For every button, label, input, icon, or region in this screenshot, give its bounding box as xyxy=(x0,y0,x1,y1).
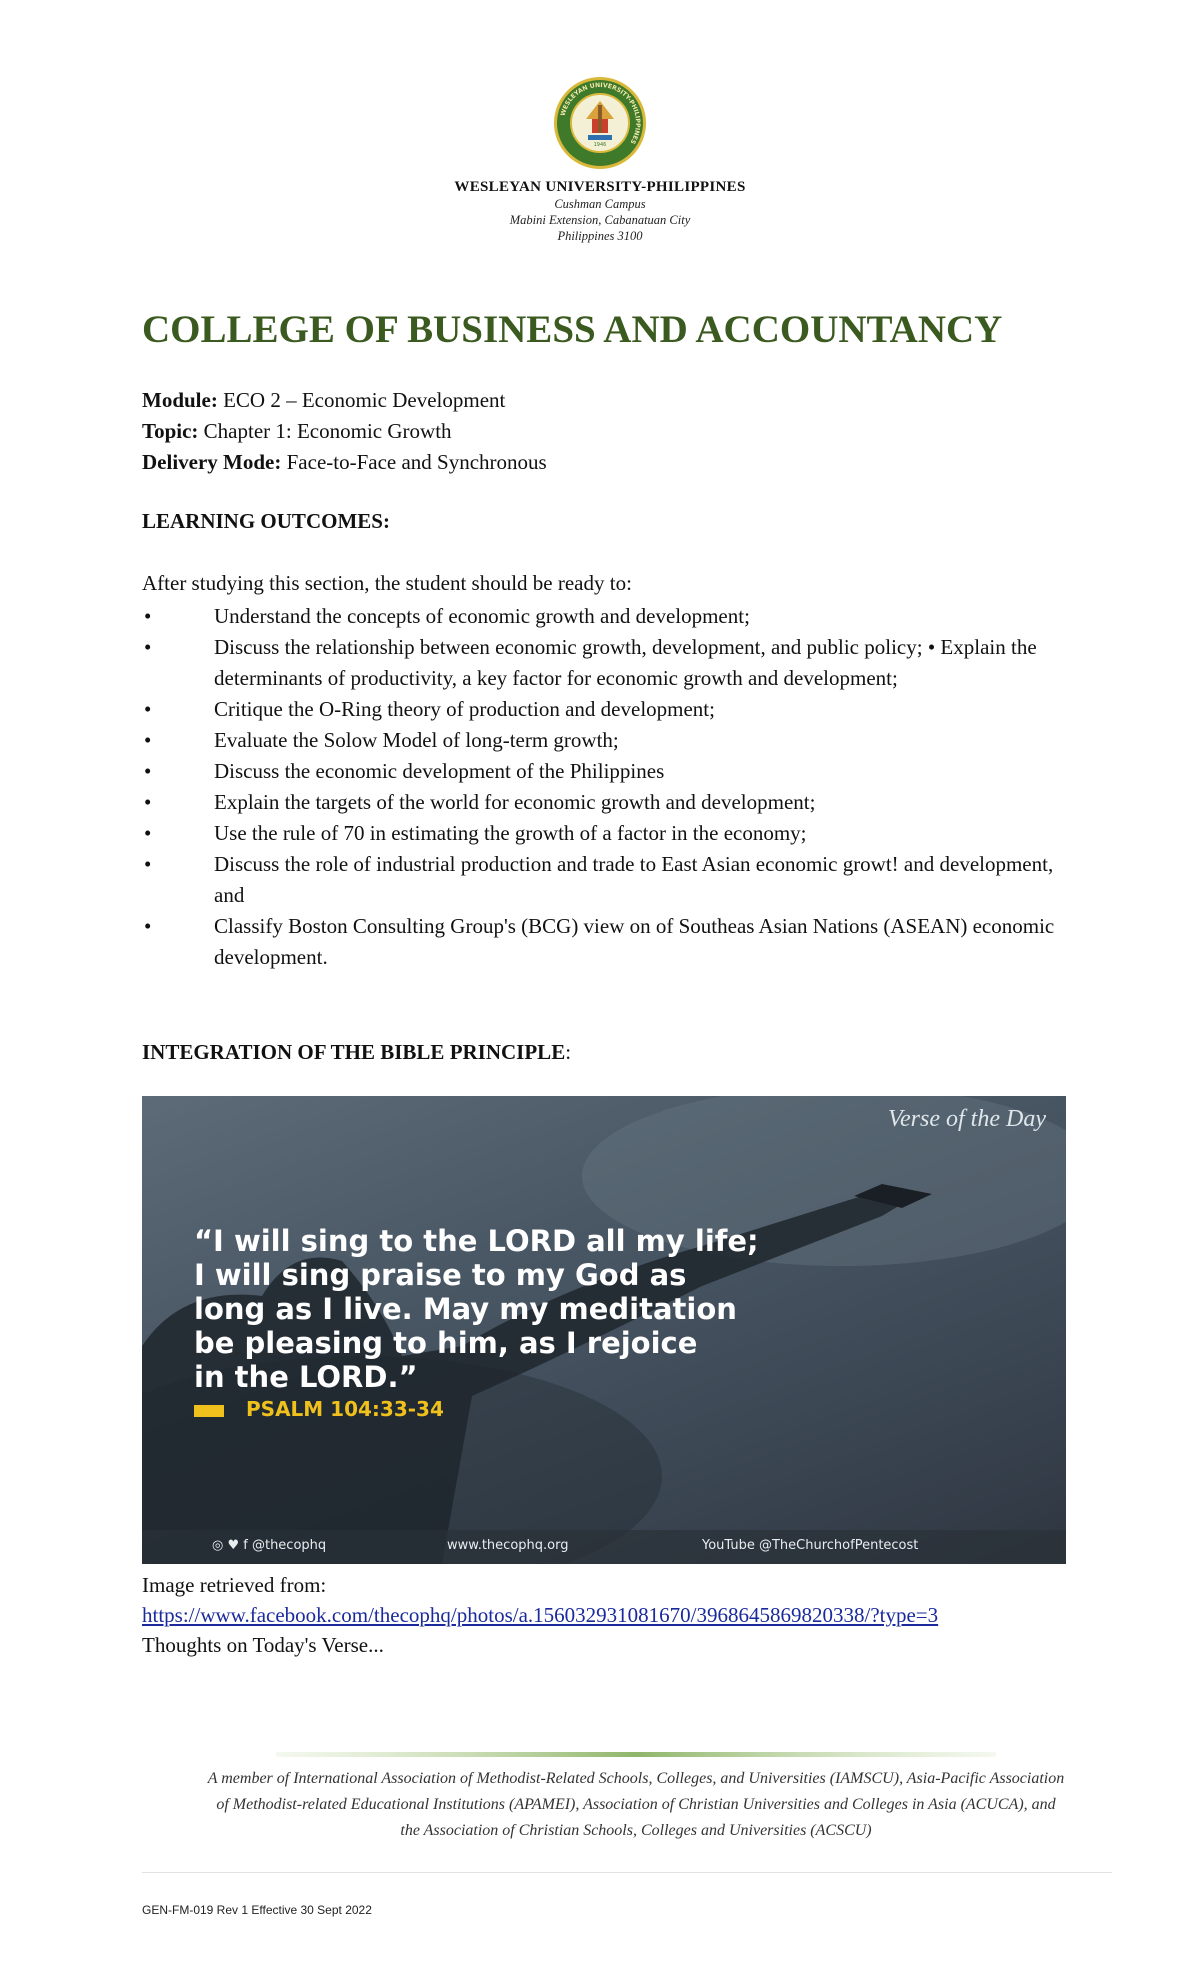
reference-marker xyxy=(194,1405,224,1417)
outcome-text: Discuss the role of industrial production and trade to East Asian economic growt! and development, and xyxy=(214,852,1054,907)
bible-principle-heading xyxy=(142,1040,571,1065)
delivery-value: Face-to-Face and Synchronous xyxy=(281,450,547,474)
module-label: Module: xyxy=(142,388,218,412)
bullet-icon: • xyxy=(144,635,152,659)
outcome-item xyxy=(142,756,1072,787)
outcome-item xyxy=(142,725,1072,756)
outcome-item xyxy=(142,911,1072,973)
outcome-item xyxy=(142,694,1072,725)
bullet-icon: • xyxy=(144,728,152,752)
bible-heading-colon: : xyxy=(565,1040,572,1064)
delivery-line xyxy=(142,447,547,478)
image-caption xyxy=(142,1570,938,1660)
university-seal-logo xyxy=(552,75,648,171)
bullet-icon: • xyxy=(144,821,152,845)
delivery-label: Delivery Mode: xyxy=(142,450,282,474)
topic-label: Topic: xyxy=(142,419,199,443)
verse-of-the-day-image xyxy=(142,1096,1066,1564)
outcome-item xyxy=(142,601,1072,632)
bible-heading-text: INTEGRATION OF THE BIBLE PRINCIPLE xyxy=(142,1040,566,1064)
caption-note: Thoughts on Today's Verse... xyxy=(142,1633,384,1657)
outcome-text: Understand the concepts of economic growth and development; xyxy=(214,604,750,628)
outcome-text: Critique the O-Ring theory of production and development; xyxy=(214,697,715,721)
youtube-handle: YouTube @TheChurchofPentecost xyxy=(702,1538,919,1553)
campus-country: Philippines 3100 xyxy=(557,229,643,243)
bullet-icon: • xyxy=(144,852,152,876)
form-number: GEN-FM-019 Rev 1 Effective 30 Sept 2022 xyxy=(142,1903,372,1917)
source-link[interactable]: https://www.facebook.com/thecophq/photos/a.156032931081670/3968645869820338/?type=3 xyxy=(142,1603,939,1627)
outcome-item xyxy=(142,787,1072,818)
svg-text:WESLEYAN UNIVERSITY-PHILIPPINE: WESLEYAN UNIVERSITY-PHILIPPINES xyxy=(559,81,642,146)
college-title: COLLEGE OF BUSINESS AND ACCOUNTANCY xyxy=(142,308,1003,351)
outcome-item xyxy=(142,849,1072,911)
outcome-text: Explain the targets of the world for economic growth and development; xyxy=(214,790,816,814)
topic-value: Chapter 1: Economic Growth xyxy=(198,419,452,443)
footer-divider xyxy=(142,1872,1112,1873)
outcome-text: Classify Boston Consulting Group's (BCG) view on of Southeas Asian Nations (ASEAN) economic development. xyxy=(214,914,1055,969)
verse-reference: PSALM 104:33-34 xyxy=(246,1397,444,1421)
topic-line xyxy=(142,416,547,447)
outcome-item xyxy=(142,632,1072,694)
outcome-item xyxy=(142,818,1072,849)
bullet-icon: • xyxy=(144,697,152,721)
social-handle: ◎ ♥ f @thecophq xyxy=(212,1538,327,1553)
campus-address: Mabini Extension, Cabanatuan City xyxy=(509,213,691,227)
bullet-icon: • xyxy=(144,604,152,628)
image-footer-strip xyxy=(142,1530,1066,1564)
bullet-icon: • xyxy=(144,914,152,938)
outcome-text: Discuss the relationship between economic growth, development, and public policy; • Explain the determinants of productivity, a key factor for economic growth and development; xyxy=(214,635,1037,690)
letterhead xyxy=(0,75,1200,244)
website-text: www.thecophq.org xyxy=(447,1538,569,1553)
learning-outcomes-list xyxy=(142,601,1072,973)
verse-quote: “I will sing to the LORD all my life; I will sing praise to my God as long as I live. May my meditation be pleasing to him, as I rejoice in the LORD.” xyxy=(194,1224,759,1394)
outcome-text: Discuss the economic development of the Philippines xyxy=(214,759,665,783)
verse-of-the-day-script: Verse of the Day xyxy=(888,1106,1046,1132)
module-info xyxy=(142,385,547,478)
bullet-icon: • xyxy=(144,759,152,783)
learning-outcomes-heading: LEARNING OUTCOMES: xyxy=(142,509,390,533)
outcome-text: Use the rule of 70 in estimating the growth of a factor in the economy; xyxy=(214,821,807,845)
university-name: WESLEYAN UNIVERSITY-PHILIPPINES xyxy=(454,179,746,195)
campus-name: Cushman Campus xyxy=(554,197,646,211)
bullet-icon: • xyxy=(144,790,152,814)
module-value: ECO 2 – Economic Development xyxy=(217,388,506,412)
membership-statement: A member of International Association of Methodist-Related Schools, Colleges, and Universities (IAMSCU), Asia-Pacific Association of Methodist-related Educational Institutions (APAMEI), Association of Christian Universities and Colleges in Asia (ACUCA), and the Association of Christian Schools, Colleges and Universities (ACSCU) xyxy=(207,1770,1065,1839)
learning-outcomes-intro: After studying this section, the student should be ready to: xyxy=(142,571,632,595)
caption-label: Image retrieved from: xyxy=(142,1573,327,1597)
svg-text:1946: 1946 xyxy=(593,142,607,148)
outcome-text: Evaluate the Solow Model of long-term growth; xyxy=(214,728,619,752)
module-line xyxy=(142,385,547,416)
footer-decorative-rule xyxy=(276,1751,996,1758)
